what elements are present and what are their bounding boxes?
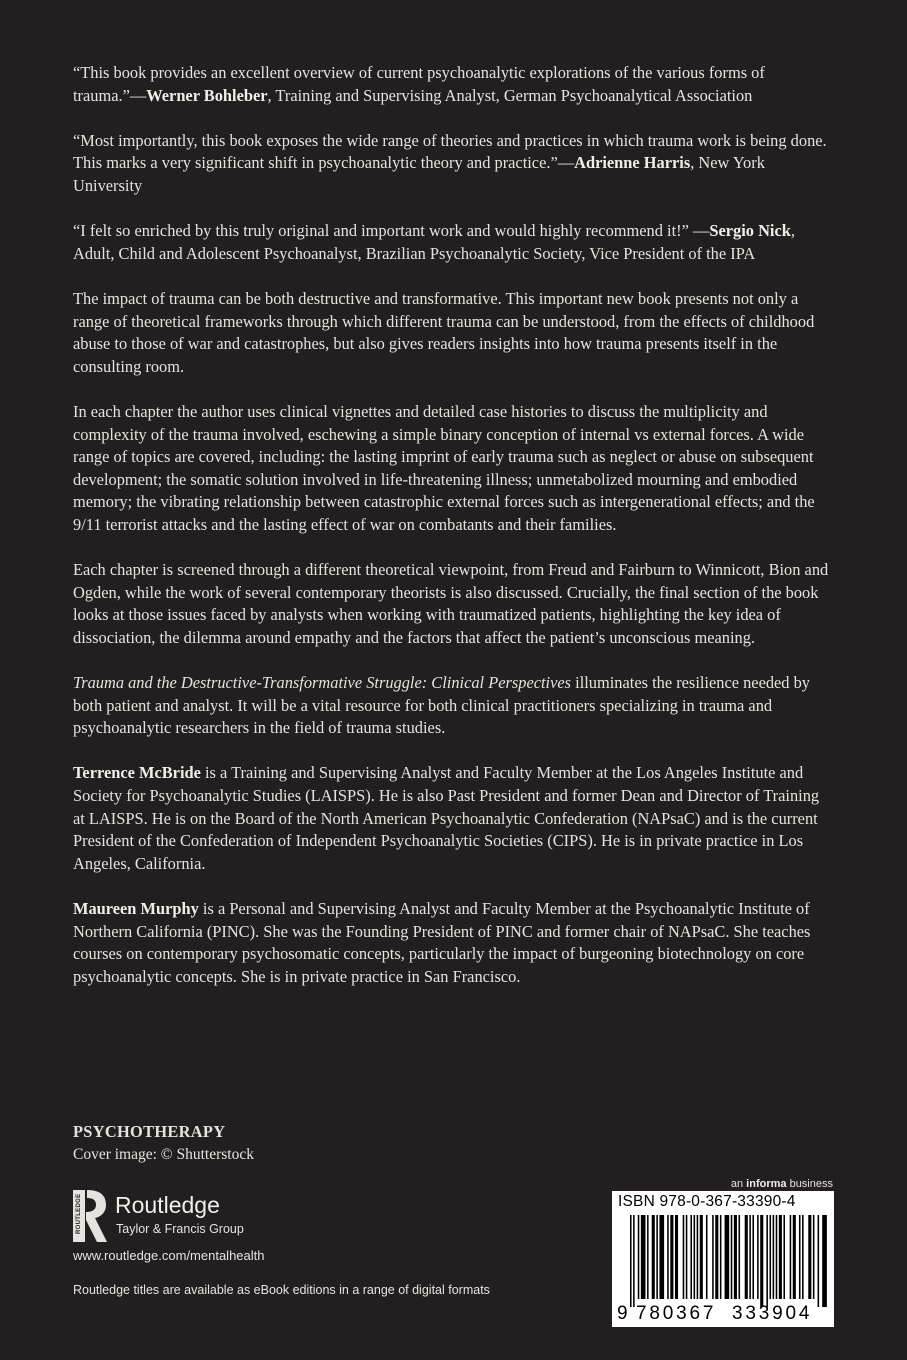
back-cover-text (73, 62, 835, 1011)
isbn-digit-group: 780367 (636, 1303, 717, 1324)
description-paragraph: The impact of trauma can be both destructive and transformative. This important new book presents not only a range of theoretical frameworks through which different trauma can be understood, from the effects of childhood abuse to those of war and catastrophes, but also gives readers insights into how trauma presents itself in the consulting room. (73, 288, 815, 376)
author-name: Terrence McBride (73, 763, 201, 783)
author-name: Maureen Murphy (73, 898, 199, 918)
endorsement-quote (73, 130, 835, 198)
quote-author: Adrienne Harris (574, 153, 691, 173)
publisher-url[interactable]: www.routledge.com/mentalhealth (73, 1248, 265, 1263)
isbn-first-digit: 9 (617, 1303, 628, 1324)
book-title: Trauma and the Destructive-Transformative Struggle: Clinical Perspectives (73, 673, 572, 693)
quote-affiliation: , Adult, Child and Adolescent Psychoanalyst, Brazilian Psychoanalytic Society, Vice President of the IPA (73, 221, 795, 263)
quote-author: Werner Bohleber (146, 85, 268, 105)
quote-text: “Most importantly, this book exposes the wide range of theories and practices in which trauma work is being done. This marks a very significant shift in psychoanalytic theory and practice.”— (73, 130, 827, 173)
isbn-digit-group: 333904 (732, 1303, 813, 1324)
isbn-barcode (612, 1191, 834, 1327)
quote-text: “I felt so enriched by this truly original and important work and would highly recommend it!” — (73, 221, 710, 241)
quote-author: Sergio Nick (709, 221, 791, 241)
ebook-note: Routledge titles are available as eBook editions in a range of digital formats (73, 1283, 490, 1297)
description-paragraph: Each chapter is screened through a different theoretical viewpoint, from Freud and Fairburn to Winnicott, Bion and Ogden, while the work of several contemporary theorists is also discussed. Crucially, the final section of the book looks at those issues faced by analysts when working with traumatized patients, highlighting the key idea of dissociation, the dilemma around empathy and the factors that affect the patient’s unconscious meaning. (73, 560, 829, 647)
description-paragraph: In each chapter the author uses clinical vignettes and detailed case histories to discuss the multiplicity and complexity of the trauma involved, eschewing a simple binary conception of internal vs external forces. A wide range of topics are covered, including: the lasting imprint of early trauma such as neglect or abuse on subsequent development; the somatic solution involved in life-threatening illness; unmetabolized mourning and embodied memory; the vibrating relationship between catastrophic external forces such as intergenerational effects; and the 9/11 terrorist attacks and the lasting effect of war on combatants and their families. (73, 401, 815, 534)
barcode-bars (612, 1215, 834, 1307)
endorsement-quote (73, 62, 835, 107)
informa-tagline: an informa business (730, 1178, 833, 1190)
author-bio: Terrence McBride is a Training and Supervising Analyst and Faculty Member at the Los Angeles Institute and Society for Psychoanalytic Studies (LAISPS). He is also Past President and former Dean and Director of Training at LAISPS. He is on the Board of the North American Psychoanalytic Confederation (NAPsaC) and is the current President of the Confederation of Independent Psychoanalytic Societies (CIPS). He is in private practice in Los Angeles, California. (73, 763, 820, 873)
endorsement-quote (73, 220, 835, 265)
author-bio: Maureen Murphy is a Personal and Supervising Analyst and Faculty Member at the Psychoanalytic Institute of Northern California (PINC). She was the Founding President of PINC and former chair of NAPsaC. She teaches courses on contemporary psychosomatic concepts, particularly the impact of burgeoning biotechnology on core psychoanalytic concepts. She is in private practice in San Francisco. (73, 898, 811, 986)
routledge-vertical-mark: ROUTLEDGE (76, 1193, 82, 1234)
quote-text: “This book provides an excellent overview of current psychoanalytic explorations of the various forms of trauma.”— (73, 63, 765, 105)
routledge-logo (73, 1190, 293, 1242)
subject-category: PSYCHOTHERAPY (73, 1122, 226, 1141)
isbn-label: ISBN 978-0-367-33390-4 (618, 1193, 796, 1210)
publisher-name: Routledge (115, 1192, 220, 1218)
quote-affiliation: , New York University (73, 153, 765, 195)
cover-credit: Cover image: © Shutterstock (73, 1146, 254, 1163)
description-paragraph: Trauma and the Destructive-Transformative Struggle: Clinical Perspectives illuminates the resilience needed by both patient and analyst. It will be a vital resource for both clinical practitioners specializing in trauma and psychoanalytic researchers in the field of trauma studies. (73, 673, 810, 738)
quote-affiliation: , Training and Supervising Analyst, German Psychoanalytical Association (267, 85, 753, 105)
publisher-subtitle: Taylor & Francis Group (116, 1222, 244, 1236)
